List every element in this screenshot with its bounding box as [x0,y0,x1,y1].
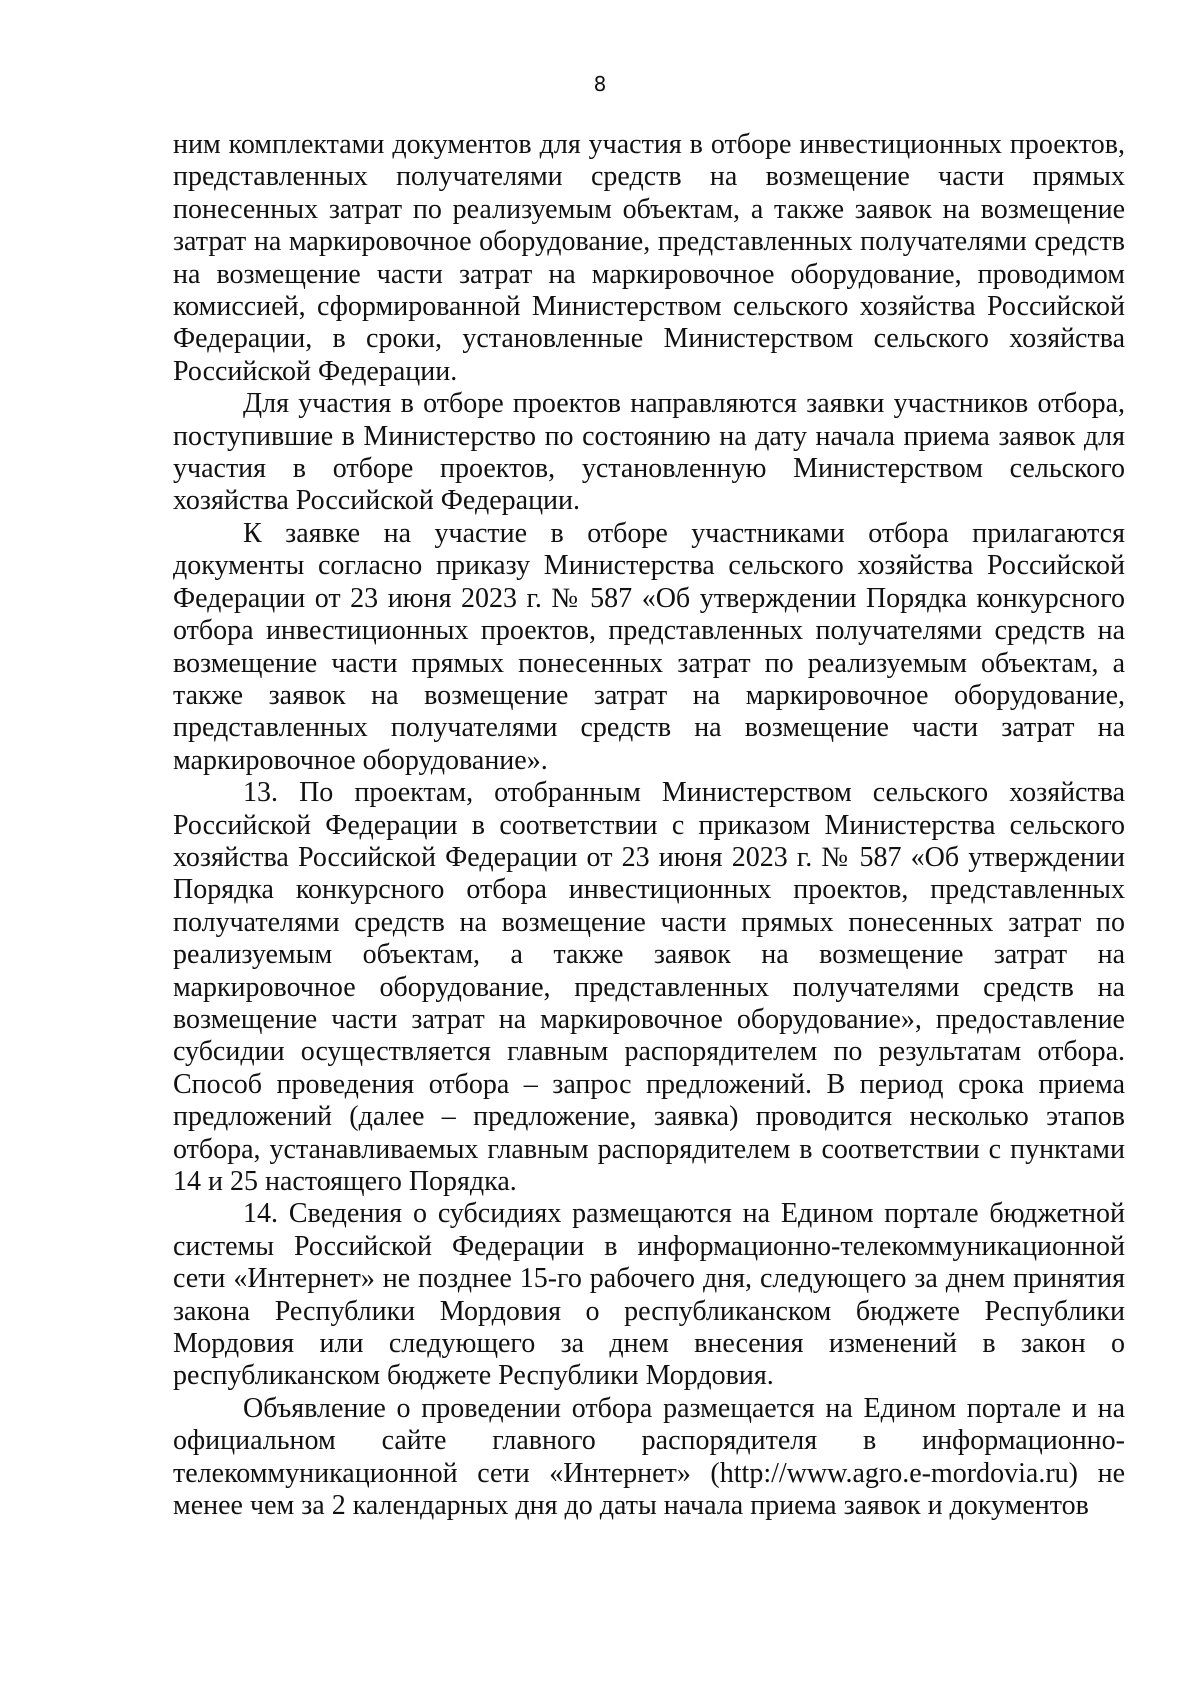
document-body [173,129,1125,1522]
page-number: 8 [593,72,607,96]
paragraph-item-13: 13. По проектам, отобранным Министерством сельского хозяйства Российской Федерации в соответствии с приказом Министерства сельского хозяйства Российской Федерации от 23 июня 2023 г. № 587 «Об утверждении Порядка конкурсного отбора инвестиционных проектов, представленных получателями средств на возмещение части прямых понесенных затрат по реализуемым объектам, а также заявок на возмещение затрат на маркировочное оборудование, представленных получателями средств на возмещение части затрат на маркировочное оборудование», предоставление субсидии осуществляется главным распорядителем по результатам отбора. Способ проведения отбора – запрос предложений. В период срока приема предложений (далее – предложение, заявка) проводится несколько этапов отбора, устанавливаемых главным распорядителем в соответствии с пунктами 14 и 25 настоящего Порядка. [173,777,1125,1197]
paragraph-participation: Для участия в отборе проектов направляются заявки участников отбора, поступившие в Министерство по состоянию на дату начала приема заявок для участия в отборе проектов, установленную Министерством сельского хозяйства Российской Федерации. [173,388,1125,517]
paragraph-item-14: 14. Сведения о субсидиях размещаются на Едином портале бюджетной системы Российской Федерации в информационно-телекоммуникационной сети «Интернет» не позднее 15-го рабочего дня, следующего за днем принятия закона Республики Мордовия о республиканском бюджете Республики Мордовия или следующего за днем внесения изменений в закон о республиканском бюджете Республики Мордовия. [173,1198,1125,1392]
paragraph-announcement: Объявление о проведении отбора размещается на Едином портале и на официальном сайте главного распорядителя в информационно-телекоммуникационной сети «Интернет» (http://www.agro.e-mordovia.ru) не менее чем за 2 календарных дня до даты начала приема заявок и документов [173,1392,1125,1522]
paragraph-attachments: К заявке на участие в отборе участниками отбора прилагаются документы согласно приказу Министерства сельского хозяйства Российской Федерации от 23 июня 2023 г. № 587 «Об утверждении Порядка конкурсного отбора инвестиционных проектов, представленных получателями средств на возмещение части прямых понесенных затрат по реализуемым объектам, а также заявок на возмещение затрат на маркировочное оборудование, представленных получателями средств на возмещение части затрат на маркировочное оборудование». [173,517,1125,776]
paragraph-continuation: ним комплектами документов для участия в отборе инвестиционных проектов, представленных получателями средств на возмещение части прямых понесенных затрат по реализуемым объектам, а также заявок на возмещение затрат на маркировочное оборудование, представленных получателями средств на возмещение части затрат на маркировочное оборудование, проводимом комиссией, сформированной Министерством сельского хозяйства Российской Федерации, в сроки, установленные Министерством сельского хозяйства Российской Федерации. [173,129,1125,387]
